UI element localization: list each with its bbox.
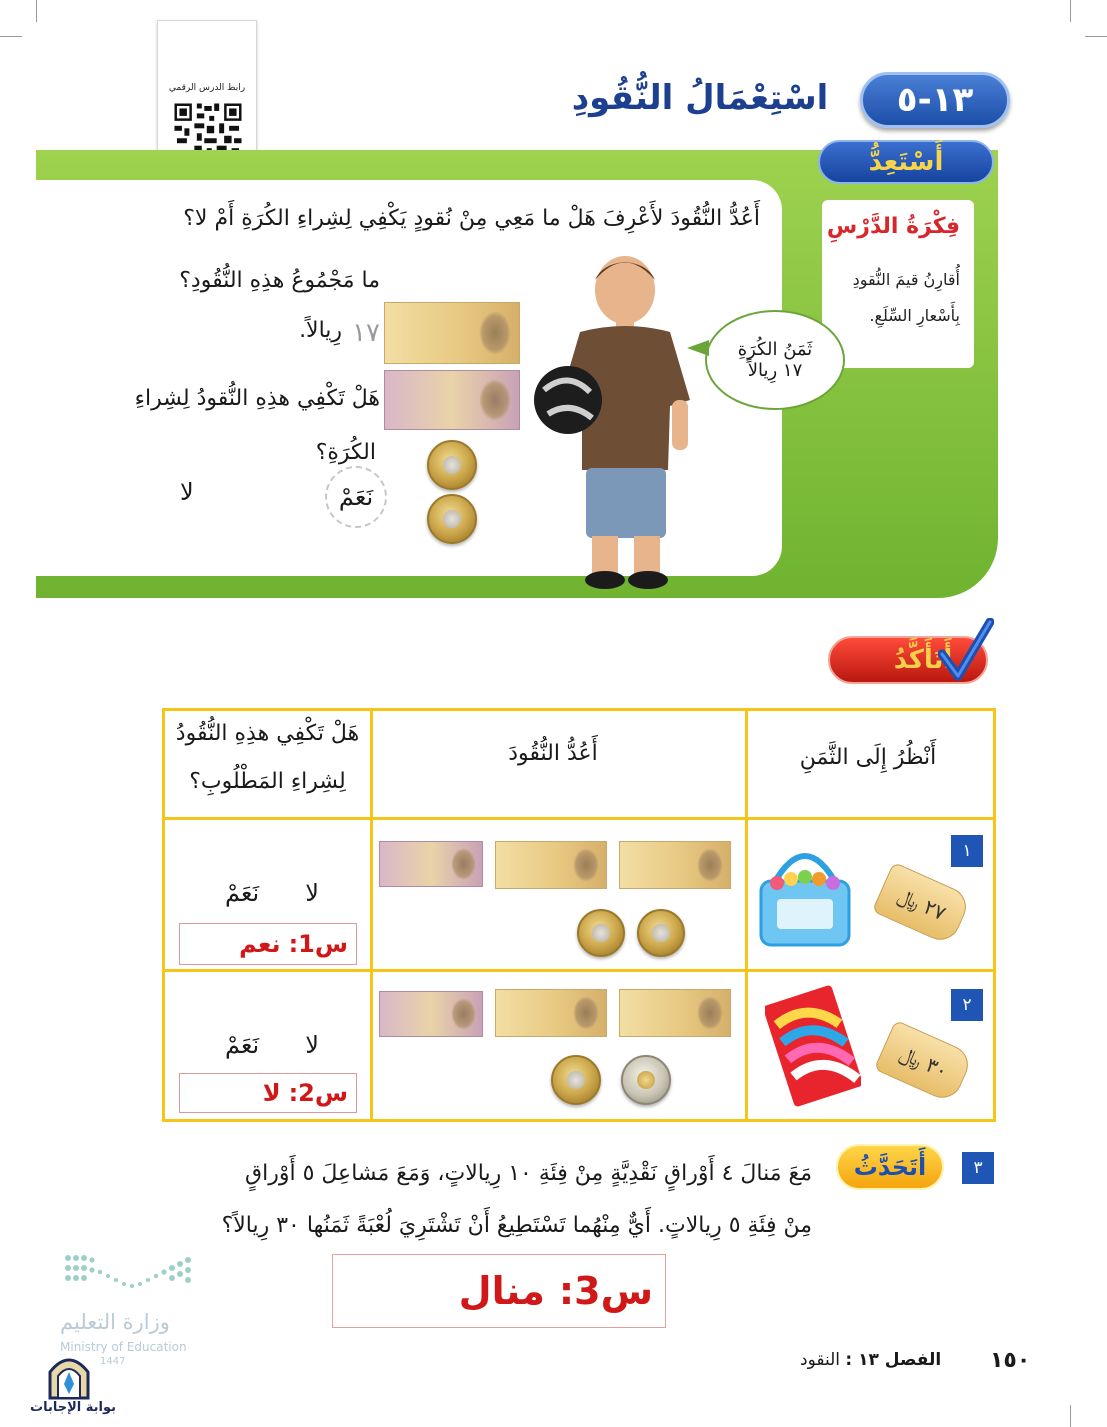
- lesson-idea-line: بِأَسْعارِ السِّلَعِ.: [869, 306, 960, 325]
- option-yes[interactable]: نَعَمْ: [225, 1031, 260, 1059]
- prepare-tab-label: أَسْتَعِدُّ: [868, 147, 944, 177]
- talk-tab: [836, 1144, 944, 1190]
- notebook-image: [765, 983, 861, 1109]
- answer-prefix: س1:: [288, 930, 348, 958]
- table-divider: [165, 969, 993, 972]
- option-no[interactable]: لا: [305, 1031, 319, 1059]
- banknote-10-image: [619, 989, 731, 1037]
- lesson-title: اسْتِعْمَالُ النُّقُودِ: [571, 78, 829, 118]
- ministry-name-ar: وزارة التعليم: [60, 1310, 170, 1334]
- check-tab-label: أَتَأَكَّدُ: [893, 645, 953, 675]
- answer-box-q2[interactable]: [179, 1073, 357, 1113]
- table-divider: [370, 711, 373, 1119]
- lesson-idea-title: فِكْرَةُ الدَّرْسِ: [826, 214, 960, 239]
- answer-box-q3[interactable]: [332, 1254, 666, 1328]
- talk-question-line: مَعَ مَنالَ ٤ أَوْراقٍ نَقْدِيَّةٍ مِنْ فِئَةِ ١٠ رِيالاتٍ، وَمَعَ مَشاعِلَ ٥ أَوْراقٍ: [245, 1161, 812, 1186]
- answers-portal-logo-icon: [46, 1350, 92, 1400]
- price-tag-label: ٣٠ ﷼: [896, 1040, 952, 1084]
- crop-mark: [1070, 0, 1071, 22]
- coin-2-riyal-image: [621, 1055, 671, 1105]
- coin-1-riyal-image: [427, 494, 477, 544]
- lesson-idea-box: [822, 200, 974, 368]
- lesson-number: ١٣-٥: [896, 80, 974, 120]
- coin-1-riyal-image: [637, 909, 685, 957]
- banknote-10-image: [384, 302, 520, 364]
- enough-question-line: هَلْ تَكْفِي هذِهِ النُّقودُ لِشِراءِ: [134, 386, 380, 411]
- qr-label: رابط الدرس الرقمي: [168, 83, 246, 93]
- chapter-label: [800, 1350, 941, 1370]
- chapter-number: الفصل ١٣ :: [845, 1350, 942, 1370]
- main-question: أَعُدُّ النُّقُودَ لأَعْرِفَ هَلْ ما مَعِي مِنْ نُقودٍ يَكْفِي لِشِراءِ الكُرَةِ أَمْ لا؟: [183, 206, 760, 231]
- sum-answer-value: ١٧: [352, 318, 380, 348]
- banknote-10-image: [495, 989, 607, 1037]
- row-number-badge: ٢: [951, 989, 983, 1021]
- table-divider: [165, 817, 993, 820]
- answer-value: منال: [458, 1269, 545, 1313]
- speech-line: ثَمَنُ الكُرَةِ: [737, 339, 813, 360]
- coin-1-riyal-image: [427, 440, 477, 490]
- child-with-ball-image: [530, 250, 720, 590]
- sum-question: ما مَجْمُوعُ هذِهِ النُّقُودِ؟: [179, 268, 380, 293]
- banknote-10-image: [495, 841, 607, 889]
- candy-basket-image: [755, 833, 855, 949]
- ministry-year: 1447: [100, 1356, 126, 1367]
- banknote-5-image: [379, 991, 483, 1037]
- answer-value: لا: [262, 1079, 281, 1107]
- option-yes-label: نَعَمْ: [338, 483, 374, 511]
- crop-mark: [1070, 1405, 1071, 1427]
- crop-mark: [1085, 36, 1107, 37]
- coin-1-riyal-image: [551, 1055, 601, 1105]
- sum-answer: [250, 318, 380, 348]
- price-tag: [874, 1020, 975, 1104]
- header-enough-line1: هَلْ تَكْفِي هذِهِ النُّقُودُ: [175, 721, 360, 746]
- answers-portal-label[interactable]: بوابة الإجابات: [30, 1400, 116, 1415]
- row-number-badge: ١: [951, 835, 983, 867]
- crop-mark: [0, 36, 22, 37]
- checkmark-icon: [938, 618, 994, 682]
- page-number: ١٥٠: [990, 1348, 1031, 1373]
- ministry-name-en: Ministry of Education: [60, 1340, 187, 1354]
- header-enough-line2: لِشِراءِ المَطْلُوبِ؟: [189, 769, 346, 794]
- talk-question: [160, 1148, 812, 1252]
- prepare-tab: [818, 140, 994, 184]
- chapter-name: النقود: [800, 1350, 840, 1370]
- option-yes-circled[interactable]: [325, 466, 387, 528]
- price-tag-label: ٢٧ ﷼: [894, 882, 950, 926]
- answer-prefix: س3:: [558, 1269, 653, 1313]
- question-number-badge: ٣: [962, 1152, 994, 1184]
- answer-prefix: س2:: [288, 1079, 348, 1107]
- speech-bubble-tail: [687, 340, 709, 356]
- ministry-logo-icon: [62, 1252, 196, 1298]
- table-divider: [745, 711, 748, 1119]
- speech-line: ١٧ رِيالاً: [747, 360, 803, 381]
- crop-mark: [36, 0, 37, 22]
- header-look-at-price: أَنْظُرُ إِلَى الثَّمَنِ: [799, 745, 937, 770]
- speech-bubble: [705, 310, 845, 410]
- banknote-5-image: [384, 370, 520, 430]
- banknote-5-image: [379, 841, 483, 887]
- yes-no-options: [225, 1031, 319, 1059]
- enough-question: [120, 372, 380, 480]
- answer-box-q1[interactable]: [179, 923, 357, 965]
- lesson-idea-line: أُقارِنُ قيمَ النُّقودِ: [852, 270, 960, 289]
- option-yes[interactable]: نَعَمْ: [225, 879, 260, 907]
- price-tag: [872, 862, 973, 946]
- option-no[interactable]: لا: [180, 478, 194, 506]
- banknote-10-image: [619, 841, 731, 889]
- option-no[interactable]: لا: [305, 879, 319, 907]
- sum-answer-unit: رِيالاً.: [299, 318, 343, 343]
- talk-tab-label: أَتَحَدَّثُ: [853, 1153, 927, 1181]
- header-count-money: أَعُدُّ النُّقُودَ: [508, 741, 598, 766]
- check-table: [162, 708, 996, 1122]
- yes-no-options: [225, 879, 319, 907]
- talk-question-line: مِنْ فِئَةِ ٥ رِيالاتٍ. أَيٌّ مِنْهُما تَسْتَطِيعُ أَنْ تَشْتَرِيَ لُعْبَةً ثَمَنُها ٣٠ رِيالاً؟: [221, 1213, 812, 1238]
- answer-value: نعم: [239, 930, 281, 958]
- enough-question-line: الكُرَةِ؟: [315, 440, 376, 465]
- lesson-number-badge: [860, 72, 1010, 128]
- coin-1-riyal-image: [577, 909, 625, 957]
